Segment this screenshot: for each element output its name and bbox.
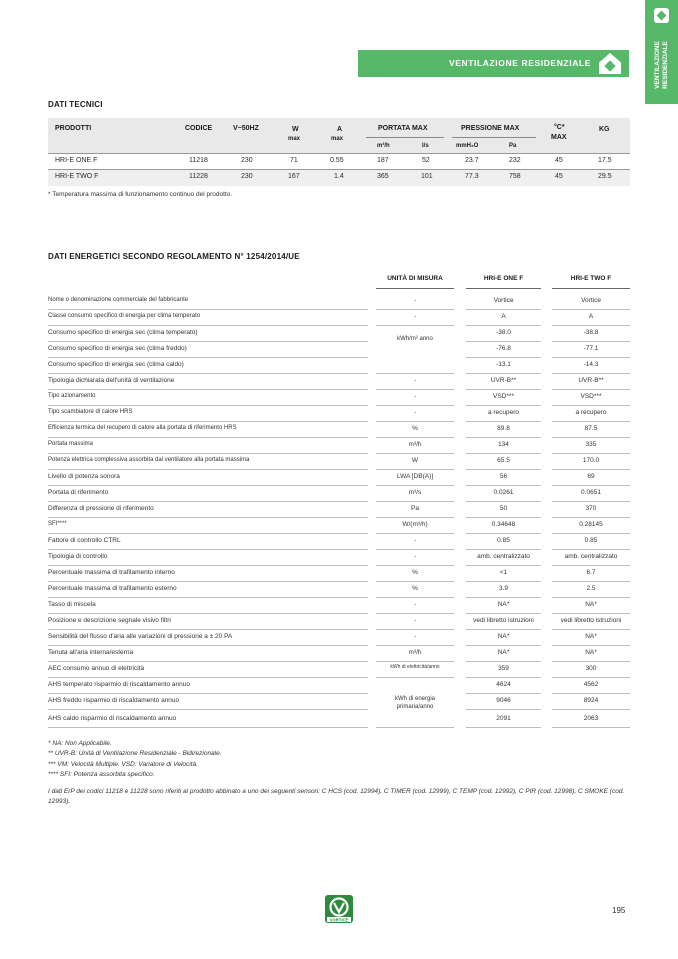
side-tab-label: VENTILAZIONE RESIDENZIALE [653,41,669,89]
row-label: Tipologia dichiarata dell'unità di ventilazione [48,377,175,384]
value-one: 65.5 [497,457,510,464]
row-label: Fattore di controllo CTRL [48,537,121,544]
header-one: HRI-E ONE F [483,275,524,282]
row-divider [48,325,368,326]
row-divider [48,565,368,566]
header-temp-sub: MAX [551,134,567,141]
erp-footnote: I dati ErP dei codici 11218 e 11228 sono riferiti al prodotto abbinato a uno dei seguenti sensori: C HCS (cod. 12994), C TIMER (cod. 12999), C TEMP (cod. 12992), C PIR (cod. 12998), C SMOKE (cod. 12993). [48,788,625,805]
header-voltage: V~50HZ [233,125,259,132]
header-a-sub: max [331,136,344,142]
row-label: Differenza di pressione di riferimento [48,505,154,512]
value-two: 6.7 [586,569,596,576]
row-unit: - [413,633,417,640]
row-label: Percentuale massima di trafilamento esterno [48,585,177,592]
row-unit: m³/h [408,649,422,656]
row-unit: - [413,297,417,304]
value-one: 359 [498,665,509,672]
value-two: -38.8 [583,329,599,336]
header-a: A [337,126,343,133]
value-two: a recupero [575,409,607,416]
row-label: Classe consumo specifico di energia per clima temperato [48,313,201,319]
row-divider [48,485,368,486]
row-label: Tasso di miscela [48,601,96,608]
header-temp: °C* [554,124,565,131]
row-unit: - [413,377,417,384]
value-one: amb. centralizzato [477,553,530,560]
header-m3h: m³/h [377,143,390,149]
row-label: Consumo specifico di energia sec (clima temperato) [48,329,198,336]
row-divider [48,549,368,550]
value-one: -38.0 [496,329,511,336]
value-one: <1 [499,569,508,576]
row-divider [48,597,368,598]
value-one: 134 [498,441,509,448]
row-divider [48,613,368,614]
row-unit: - [413,601,417,608]
row-divider [48,469,368,470]
value-two: 87.5 [584,425,598,432]
row-label: Tipo azionamento [48,393,96,399]
row-label: Portata di riferimento [48,489,109,496]
house-ventilation-icon [599,53,621,74]
tech-note: * Temperatura massima di funzionamento continuo del prodotto. [48,191,233,198]
row-divider [48,661,368,662]
value-one: Vortice [493,297,514,304]
value-two: 170.0 [582,457,600,464]
row-label: Consumo specifico di energia sec (clima freddo) [48,345,187,352]
value-two: 0.85 [584,537,598,544]
row-divider [48,421,368,422]
page-number: 195 [612,906,626,915]
banner-title: VENTILAZIONE RESIDENZIALE [448,58,591,68]
row-label: Portata massima [48,441,94,447]
row-divider [48,727,368,728]
header-w-sub: max [288,136,301,142]
value-two: amb. centralizzato [564,553,618,560]
header-portata: PORTATA MAX [378,125,428,132]
row-divider [48,677,368,678]
header-two: HRI-E TWO F [570,275,612,282]
row-label: Tipo scambiatore di calore HRS [48,409,133,415]
row-unit: - [413,393,417,400]
header-ls: l/s [422,143,429,149]
value-one: a recupero [487,409,520,416]
value-one: 2091 [496,715,511,722]
value-two: -14.3 [583,361,599,368]
value-two: 2063 [583,715,599,722]
value-one: 56 [499,473,508,480]
row-label: AHS temperato risparmio di riscaldamento annuo [48,681,190,688]
value-two: 2.5 [586,585,596,592]
value-one: A [501,313,506,320]
value-one: NA* [497,601,510,608]
row-divider [48,581,368,582]
value-two: 4562 [583,681,599,688]
value-one: 9046 [496,697,511,704]
value-two: A [588,313,594,320]
value-one: 4624 [496,681,511,688]
row-divider [48,309,368,310]
value-two: VSD*** [580,393,602,400]
value-one: 0.85 [497,537,510,544]
header-mmh2o: mmH₂O [456,143,479,149]
logo-text: VORTICE [329,917,349,923]
tech-data-title: DATI TECNICI [48,100,103,109]
header-unit: UNITÀ DI MISURA [387,275,443,282]
ventilation-icon [654,8,669,23]
row-divider [48,693,368,694]
header-w: W [292,126,299,133]
energy-notes: * NA: Non Applicabile. ** UVR-B: Unità di Ventilazione Residenziale - Bidirezionale. *** VM: Velocità Multiple. VSD: Variatore di Velocità. **** SFI: Potenza assorbita specifico. [48,740,222,778]
value-one: 0.0261 [493,489,514,496]
row-unit: % [412,569,418,576]
row-label: Tipologia di controllo [48,553,108,560]
unit-kwh-m2: kWh/m² anno [397,336,433,342]
row-divider [48,645,368,646]
value-two: NA* [585,649,597,656]
row-label: Efficienza termica del recupero di calore alla portata di riferimento HRS [48,425,237,431]
row-divider [48,405,368,406]
table-row: HRI-E TWO F 11228 230 167 1.4 365 101 77.3 758 45 29.5 [48,170,630,186]
vortice-logo [325,895,353,923]
row-unit: - [413,617,417,624]
tech-data-table [48,118,630,184]
row-label: AHS freddo risparmio di riscaldamento annuo [48,697,180,704]
row-unit: m³/h [408,441,422,448]
unit-kwh-electricity: kWh di elettricità/anno [390,664,440,670]
value-one: UVR-B** [490,377,517,384]
value-two: -77.1 [583,345,599,352]
value-two: UVR-B** [578,377,604,384]
value-one: -76.8 [496,345,511,352]
side-section-tab [645,0,678,104]
row-unit: - [413,409,417,416]
row-divider [48,357,368,358]
row-divider [48,341,368,342]
row-divider [48,453,368,454]
row-unit: W [411,457,419,464]
row-divider [48,501,368,502]
header-codice: CODICE [185,125,213,132]
row-divider [48,437,368,438]
value-one: NA* [497,633,510,640]
row-label: Nome o denominazione commerciale del fabbricante [48,297,189,303]
row-label: Livello di potenza sonora [48,473,120,480]
header-pressione: PRESSIONE MAX [461,125,520,132]
value-two: vedi libretto istruzioni [560,617,622,624]
row-divider [48,517,368,518]
value-one: 0.34648 [491,521,516,528]
row-label: Potenza elettrica complessiva assorbita dal ventilatore alla portata massima [48,457,250,463]
value-one: 50 [499,505,508,512]
row-unit: m³/s [408,489,422,496]
row-unit: - [413,313,417,320]
row-unit: % [412,585,418,592]
row-divider [48,709,368,710]
value-two: NA* [585,633,597,640]
row-unit: - [413,553,417,560]
row-unit: W/(m³/h) [402,521,428,528]
header-kg: KG [599,126,610,133]
row-divider [48,373,368,374]
row-divider [48,389,368,390]
value-two: NA* [585,601,597,608]
row-label: AEC consumo annuo di elettricità [48,665,145,672]
value-two: 0.0651 [581,489,601,496]
value-two: Vortice [581,297,601,304]
row-label: Percentuale massima di trafilamento interno [48,569,175,576]
table-row: HRI-E ONE F 11218 230 71 0.55 187 52 23.7 232 45 17.5 [55,157,612,164]
value-two: 300 [585,665,597,672]
row-label: Tenuta all'aria interna/esterna [48,649,134,656]
row-label: AHS caldo risparmio di riscaldamento annuo [48,715,177,722]
value-one: 89.8 [497,425,510,432]
value-one: -13.1 [496,361,511,368]
value-two: 0.28145 [579,521,603,528]
value-one: VSD*** [493,393,514,400]
value-one: 3.9 [498,585,509,592]
row-label: SFI**** [48,521,67,527]
row-label: Posizione e descrizione segnale visivo filtri [48,617,171,624]
row-unit: Pa [411,505,419,512]
row-divider [48,629,368,630]
value-one: vedi libretto istruzioni [473,617,534,624]
value-two: 335 [585,441,597,448]
row-unit: LWA [DB(A)] [396,473,434,480]
header-pa: Pa [509,143,517,149]
value-one: NA* [497,649,510,656]
unit-kwh-primary: kWh di energia primaria/anno [394,696,436,710]
value-two: 370 [585,505,597,512]
energy-data-title: DATI ENERGETICI SECONDO REGOLAMENTO N° 1254/2014/UE [48,252,300,261]
row-label: Consumo specifico di energia sec (clima caldo) [48,361,184,368]
row-divider [48,533,368,534]
row-unit: - [413,537,417,544]
header-prodotti: PRODOTTI [55,125,92,132]
section-banner [358,50,629,77]
row-unit: % [412,425,418,432]
value-two: 8924 [583,697,599,704]
row-label: Sensibilità del flusso d'aria alle variazioni di pressione a ± 20 PA [48,633,233,640]
value-two: 69 [587,473,595,480]
